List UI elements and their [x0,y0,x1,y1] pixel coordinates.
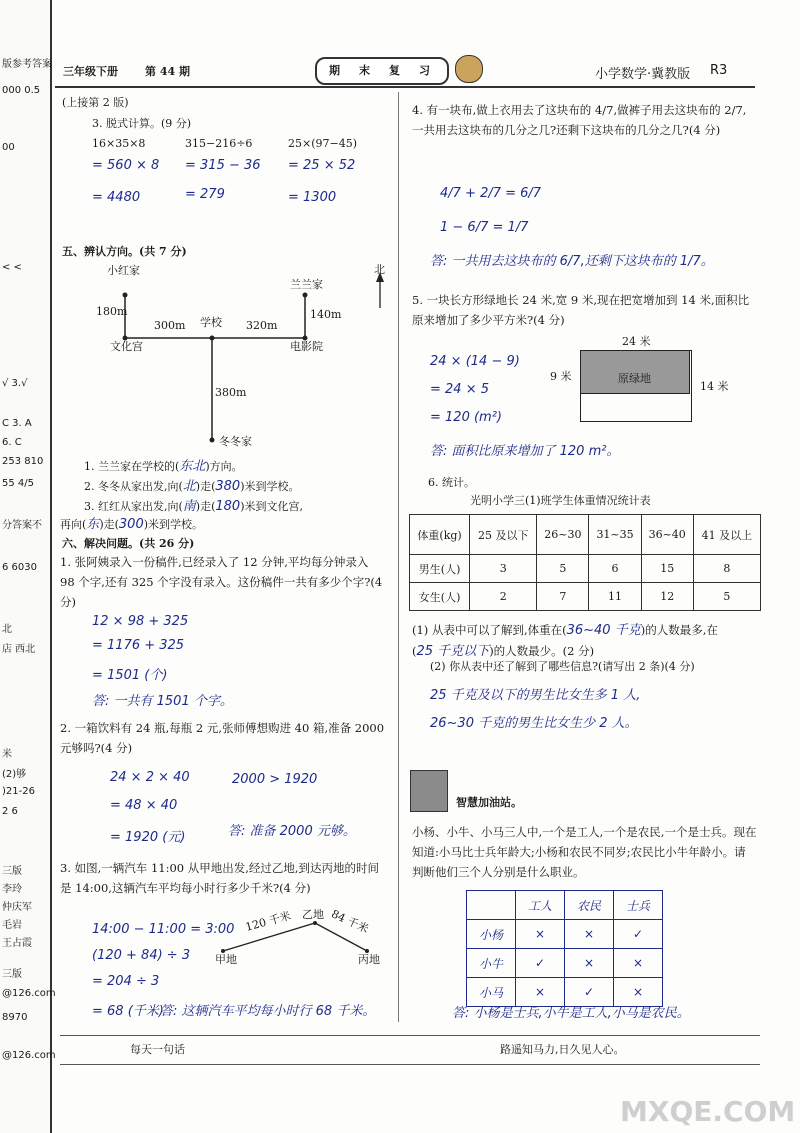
cell: 11 [589,583,641,611]
s6-q2-answer: 答: 准备 2000 元够。 [228,824,356,839]
footer-right: 路遥知马力,日久见人心。 [500,1043,625,1056]
map-dongdong: 冬冬家 [219,435,252,448]
map-dist-140: 140m [310,308,342,321]
strip-line: 00 [2,142,15,153]
q3-step: = 25 × 52 [288,158,356,173]
strip-line: < < [2,262,22,273]
q4-answer: 答: 一共用去这块布的 6/7,还剩下这块布的 1/7。 [430,254,714,269]
q5-work: = 24 × 5 [430,382,489,397]
q3-result: = 1300 [288,190,337,205]
bonus-text: 小杨、小牛、小马三人中,一个是工人,一个是农民,一个是士兵。现在知道:小马比士兵年龄大;小杨和农民不同岁;农民比小牛年龄小。请判断他们三个人分别是什么职业。 [412,825,757,879]
column-divider [398,92,399,1022]
q5-work: = 120 (m²) [430,410,502,425]
grade: 三年级下册 [63,65,118,78]
cell: 5 [693,583,760,611]
cell: 2 [470,583,537,611]
s6-q3-work: = 204 ÷ 3 [92,974,160,989]
cell: 小牛 [467,949,516,978]
cell: 士兵 [614,891,663,920]
cell: 男生(人) [410,555,470,583]
map-school: 学校 [200,316,222,329]
cell: 女生(人) [410,583,470,611]
q6-2-answer: 25 千克及以下的男生比女生多 1 人, [430,688,641,703]
strip-line: 毛岩 [2,920,22,931]
cell: 12 [641,583,693,611]
route-c: 丙地 [358,953,380,966]
map-lanlan: 兰兰家 [290,278,323,291]
q6-title: 6. 统计。 [428,476,475,489]
cell: 5 [537,555,589,583]
section-6-title: 六、解决问题。(共 26 分) [62,537,195,550]
banner [315,57,449,85]
bonus-title: 智慧加油站。 [456,796,522,809]
q6-2: (2) 你从表中还了解到了哪些信息?(请写出 2 条)(4 分) [430,660,695,673]
table-title: 光明小学三(1)班学生体重情况统计表 [470,494,651,507]
strip-line: 北 [2,624,12,635]
strip-line: 店 西北 [2,644,36,655]
s6-q1-answer: 答: 一共有 1501 个字。 [92,694,233,709]
s5-q3: 3. 红红从家出发,向(南)走(180)米到文化宫, [84,499,304,514]
s6-q3-work: (120 + 84) ÷ 3 [92,948,191,963]
cell: 农民 [565,891,614,920]
th: 36~40 [641,515,693,555]
s6-q2: 2. 一箱饮料有 24 瓶,每瓶 2 元,张师傅想购进 40 箱,准备 2000 元够吗?(4 分) [60,721,385,755]
map-wenhuagong: 文化宫 [110,340,143,353]
q5: 5. 一块长方形绿地长 24 米,宽 9 米,现在把宽增加到 14 米,面积比原来增加了多少平方米?(4 分) [412,293,750,327]
answer-strip [0,0,56,1133]
route-d1: 120 千米 [243,909,293,934]
lion-mascot-icon [455,55,483,83]
s6-q2-work: = 48 × 40 [110,798,178,813]
s5-q3-cont: 再向(东)走(300)米到学校。 [60,517,204,532]
th: 体重(kg) [410,515,470,555]
header-rule [55,86,755,88]
footer-left: 每天一句话 [130,1043,185,1056]
banner-char: 期 [329,64,340,77]
map-cinema: 电影院 [290,340,323,353]
map-dist-320: 320m [246,319,278,332]
map-xiaohong: 小红家 [107,264,140,277]
route-d2: 84 千米 [329,907,371,936]
map-dist-380: 380m [215,386,247,399]
strip-line: (2)够 [2,769,27,780]
th: 26~30 [537,515,589,555]
strip-line: @126.com [2,1050,56,1061]
strip-line: C 3. A [2,418,32,429]
logic-table [466,890,663,1007]
th: 41 及以上 [693,515,760,555]
cell: 工人 [516,891,565,920]
s6-q1: 1. 张阿姨录入一份稿件,已经录入了 12 分钟,平均每分钟录入 98 个字,还有 325 个字没有录入。这份稿件一共有多少个字?(4 分) [60,555,383,609]
q4-work: 4/7 + 2/7 = 6/7 [440,186,542,201]
s6-q3-work: 14:00 − 11:00 = 3:00 [92,922,235,937]
cell: 8 [693,555,760,583]
th: 31~35 [589,515,641,555]
cell: ✓ [516,949,565,978]
s6-q3-answer: 答: 这辆汽车平均每小时行 68 千米。 [160,1004,376,1019]
original-label: 原绿地 [618,372,651,385]
rect-width: 9 米 [550,370,572,383]
cell: × [516,920,565,949]
cell: 15 [641,555,693,583]
cell [467,891,516,920]
rect-new-width: 14 米 [700,380,729,393]
strip-line: 000 0.5 [2,85,41,96]
strip-line: @126.com [2,988,56,999]
strip-line: 分答案不 [2,520,42,531]
page-code: R3 [710,63,728,78]
strip-line: 2 6 [2,806,18,817]
cell: 6 [589,555,641,583]
s6-q1-work: 12 × 98 + 325 [92,614,189,629]
q3-expr: 16×35×8 [92,137,146,150]
s5-q1: 1. 兰兰家在学校的(东北)方向。 [84,459,243,474]
th: 25 及以下 [470,515,537,555]
issue: 第 44 期 [145,65,190,78]
subject: 小学数学·冀教版 [595,67,691,82]
s6-q3: 3. 如图,一辆汽车 11:00 从甲地出发,经过乙地,到达丙地的时间是 14:00,这辆汽车平均每小时行多少千米?(4 分) [60,861,380,895]
q3-step: = 560 × 8 [92,158,160,173]
strip-line: 253 810 [2,456,44,467]
cell: × [614,949,663,978]
map-north: 北 [374,263,385,276]
strip-line: 6 6030 [2,562,37,573]
map-dist-180: 180m [96,305,128,318]
watermark: MXQE.COM [620,1095,796,1128]
rect-length: 24 米 [622,335,651,348]
cell: 小杨 [467,920,516,949]
strip-line: 三版 [2,969,22,980]
strip-line: )21-26 [2,786,35,797]
q4-work: 1 − 6/7 = 1/7 [440,220,529,235]
s6-q2-work: 24 × 2 × 40 [110,770,190,785]
cell: × [565,949,614,978]
table-row [410,555,761,583]
s6-q3-work: = 68 (千米) [92,1004,164,1019]
strip-line: 55 4/5 [2,478,34,489]
cell: × [565,920,614,949]
map-dist-300: 300m [154,319,186,332]
stats-table [409,514,761,611]
banner-char: 习 [419,64,430,77]
q5-work: 24 × (14 − 9) [430,354,520,369]
q6-1: (1) 从表中可以了解到,体重在(36~40 千克)的人数最多,在(25 千克以下)的人数最少。(2 分) [412,623,718,659]
q3-title: 3. 脱式计算。(9 分) [92,117,192,130]
q3-step: = 315 − 36 [185,158,261,173]
strip-line: 仲庆军 [2,902,32,913]
q5-answer: 答: 面积比原来增加了 120 m²。 [430,444,620,459]
cell: 7 [537,583,589,611]
strip-line: 米 [2,749,12,760]
cell: ✓ [565,978,614,1007]
strip-line: 李玲 [2,884,22,895]
banner-char: 末 [359,64,370,77]
cell: 小马 [467,978,516,1007]
s6-q1-work: = 1176 + 325 [92,638,185,653]
strip-line: 王占霞 [2,938,32,949]
cell: × [516,978,565,1007]
s6-q2-work: = 1920 (元) [110,830,186,845]
section-5-title: 五、辨认方向。(共 7 分) [62,245,187,258]
direction-map [55,260,395,450]
route-b: 乙地 [302,908,324,921]
thinking-figure-icon [410,770,448,812]
cell: × [614,978,663,1007]
table-row [410,583,761,611]
page-header [55,55,755,95]
strip-line: 版参考答案 [2,59,52,70]
footer [60,1035,760,1065]
q6-2-answer: 26~30 千克的男生比女生少 2 人。 [430,716,638,731]
s6-q1-work: = 1501 (个) [92,668,168,683]
strip-line: √ 3.√ [2,378,28,389]
strip-line: 8970 [2,1012,28,1023]
strip-line: 三版 [2,866,22,877]
cell: ✓ [614,920,663,949]
bonus-answer: 答: 小杨是士兵,小牛是工人,小马是农民。 [452,1006,690,1021]
s5-q2: 2. 冬冬从家出发,向(北)走(380)米到学校。 [84,479,300,494]
continued-note: (上接第 2 版) [62,96,129,109]
strip-line: 6. C [2,437,22,448]
s6-q2-work: 2000 > 1920 [232,772,318,787]
route-a: 甲地 [215,953,237,966]
q3-expr: 315−216÷6 [185,137,253,150]
banner-char: 复 [389,64,400,77]
q4: 4. 有一块布,做上衣用去了这块布的 4/7,做裤子用去这块布的 2/7,一共用去这块布的几分之几?还剩下这块布的几分之几?(4 分) [412,103,747,137]
cell: 3 [470,555,537,583]
q3-result: = 4480 [92,190,141,205]
q3-result: = 279 [185,187,225,202]
q3-expr: 25×(97−45) [288,137,358,150]
